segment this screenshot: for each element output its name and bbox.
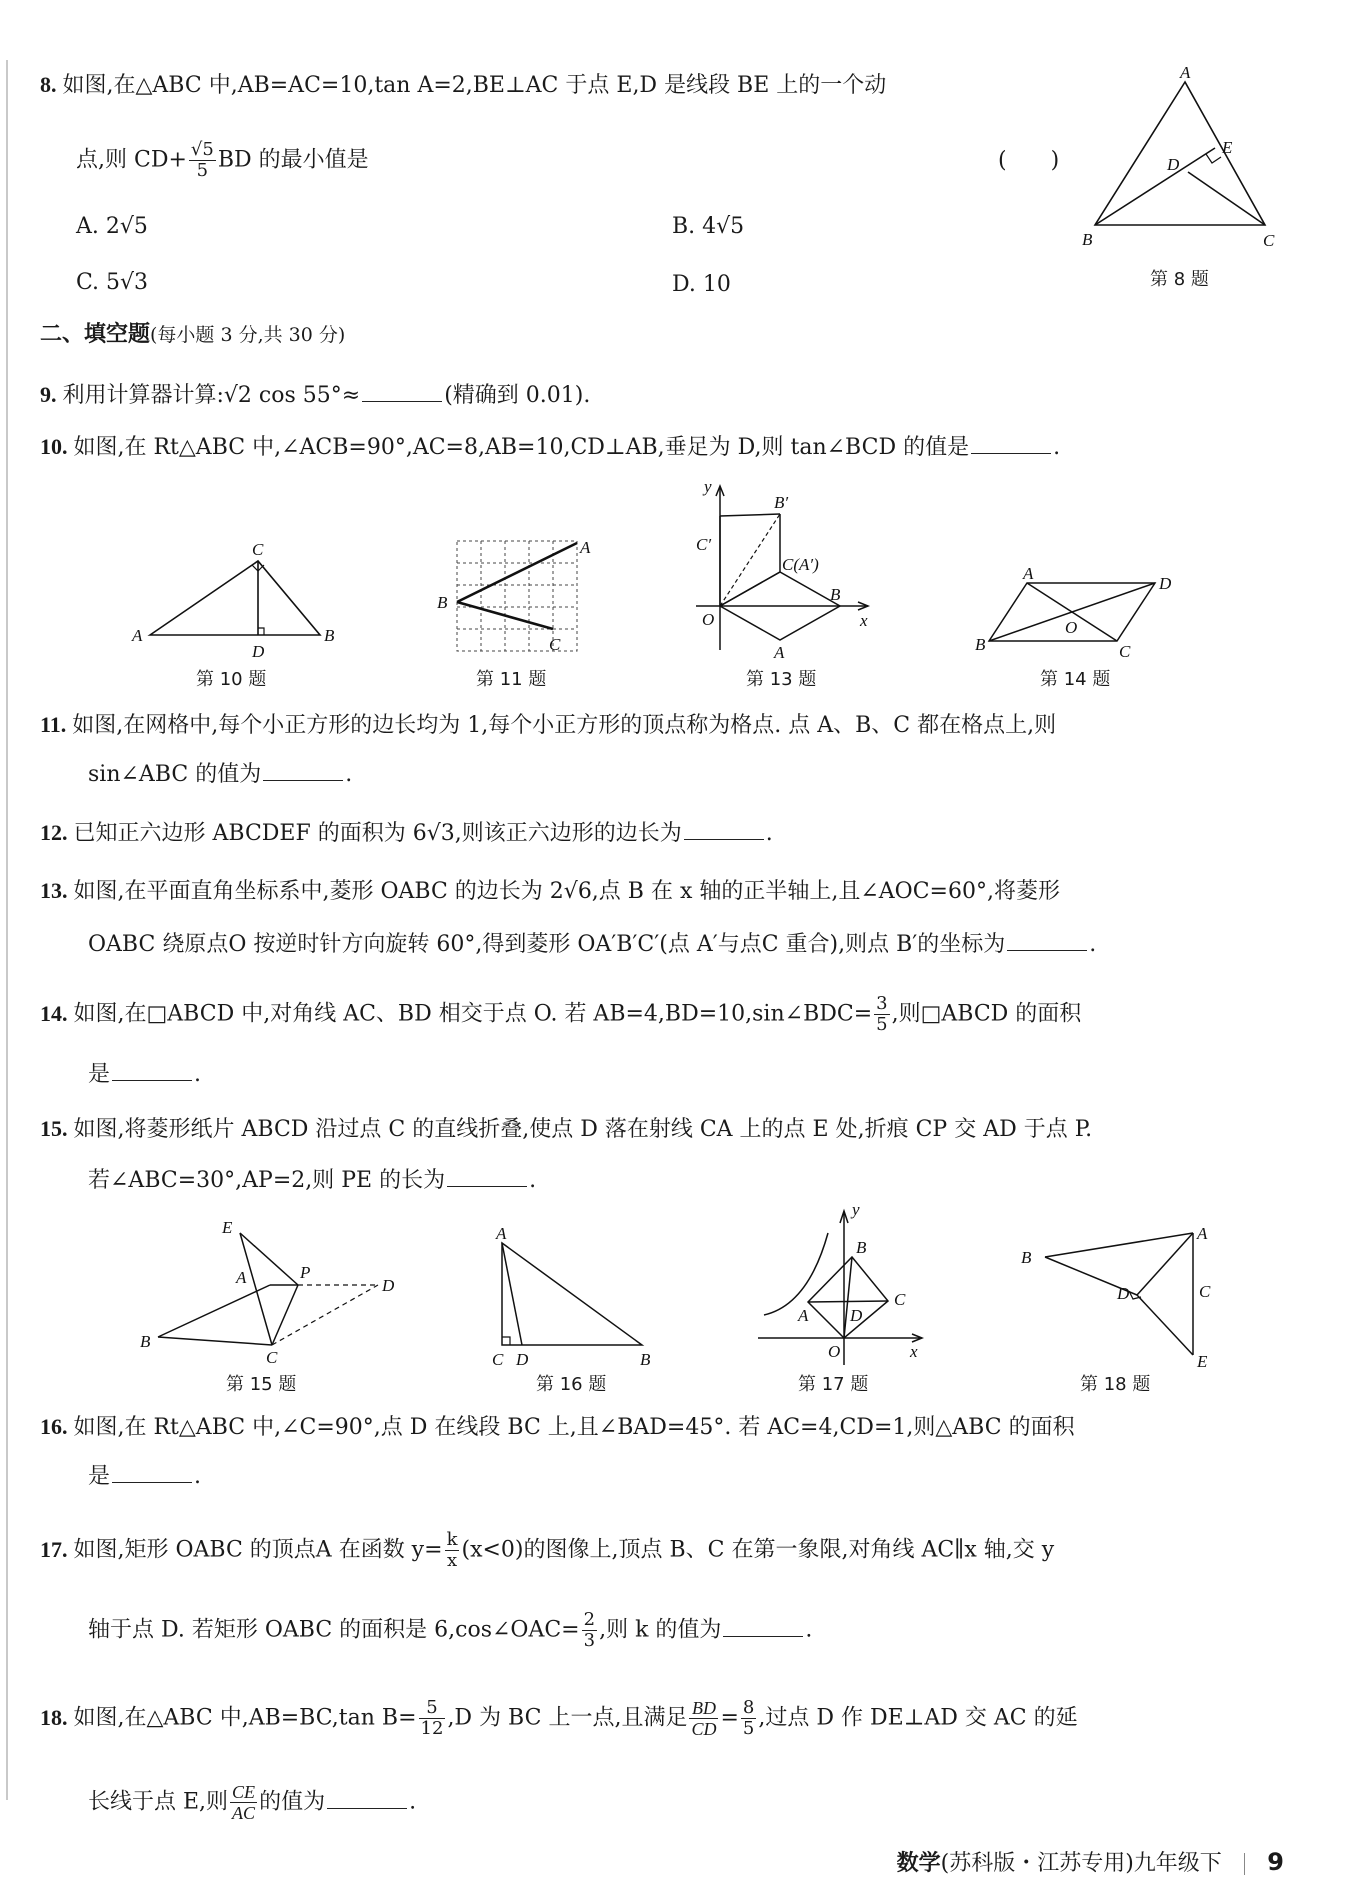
- q9-number: 9.: [40, 382, 57, 407]
- q18-line1: [40, 1698, 1078, 1739]
- q8-number: 8.: [40, 72, 57, 97]
- svg-text:B: B: [640, 1350, 651, 1369]
- q14-number: 14.: [40, 1000, 68, 1026]
- q16-text-1: 如图,在 Rt△ABC 中,∠C=90°,点 D 在线段 BC 上,且∠BAD=45°. 若 AC=4,CD=1,则△ABC 的面积: [73, 1415, 1075, 1440]
- fig8-caption: 第 8 题: [1150, 269, 1209, 290]
- q8-text-2a: 点,则 CD+: [76, 147, 187, 173]
- q15-text-2b: .: [529, 1168, 537, 1193]
- q13-text-2b: .: [1089, 932, 1097, 957]
- q14-text-2b: .: [194, 1062, 202, 1087]
- q10-line: [40, 432, 1060, 463]
- q16-line2: [88, 1462, 201, 1492]
- q18-text-1d: ,过点 D 作 DE⊥AD 交 AC 的延: [758, 1705, 1078, 1731]
- q8-line1: [40, 70, 886, 101]
- q13-number: 13.: [40, 878, 68, 903]
- q8-frac-top: √5: [190, 139, 214, 160]
- q8-text-1: 如图,在△ABC 中,AB=AC=10,tan A=2,BE⊥AC 于点 E,D 是线段 BE 上的一个动: [62, 73, 887, 98]
- svg-text:A: A: [1197, 1224, 1208, 1243]
- svg-text:C: C: [492, 1350, 504, 1369]
- q14-frac-top: 3: [876, 993, 888, 1014]
- q8-option-b: B. 4√5: [672, 214, 745, 239]
- q14-frac-bot: 5: [876, 1014, 888, 1035]
- q11-line2: [88, 760, 352, 790]
- q17-text-1b: (x<0)的图像上,顶点 B、C 在第一象限,对角线 AC∥x 轴,交 y: [461, 1537, 1055, 1563]
- q12-text-a: 已知正六边形 ABCDEF 的面积为 6√3,则该正六边形的边长为: [73, 821, 682, 846]
- q16-text-2a: 是: [88, 1464, 111, 1489]
- q18-fraction-2: [689, 1698, 718, 1739]
- svg-text:B: B: [140, 1332, 151, 1351]
- q10-text-a: 如图,在 Rt△ABC 中,∠ACB=90°,AC=8,AB=10,CD⊥AB,垂足为 D,则 tan∠BCD 的值是: [73, 435, 970, 460]
- q18-answer-blank[interactable]: [327, 1788, 407, 1809]
- fig8-label-b: B: [1082, 230, 1093, 249]
- q17-frac1-top: k: [446, 1529, 458, 1550]
- fig13-label-b: B: [830, 585, 841, 604]
- section-2-heading: [40, 320, 345, 350]
- q18-frac2-top: BD: [689, 1698, 718, 1719]
- q18-fraction-4: [230, 1782, 257, 1823]
- q8-answer-paren: ( ): [998, 148, 1060, 173]
- q12-answer-blank[interactable]: [684, 819, 764, 840]
- fig13-label-c-a-prime: C(A′): [782, 555, 819, 574]
- q11-number: 11.: [40, 712, 67, 737]
- q15-answer-blank[interactable]: [447, 1166, 527, 1187]
- q16-line1: [40, 1412, 1075, 1443]
- fig13-caption: 第 13 题: [746, 669, 817, 690]
- q17-number: 17.: [40, 1536, 68, 1562]
- svg-text:C: C: [894, 1290, 906, 1309]
- q9-answer-blank[interactable]: [362, 381, 442, 402]
- svg-text:P: P: [300, 1263, 311, 1282]
- svg-text:B: B: [856, 1238, 867, 1257]
- q10-answer-blank[interactable]: [971, 433, 1051, 454]
- svg-text:A: A: [1023, 564, 1034, 583]
- q17-frac2-top: 2: [583, 1609, 596, 1630]
- section-2-title: 二、填空题: [40, 322, 151, 347]
- q10-number: 10.: [40, 434, 68, 459]
- q18-fraction-1: [419, 1698, 446, 1739]
- fig13-label-a: A: [774, 643, 785, 662]
- svg-text:C: C: [1119, 642, 1131, 661]
- q13-line1: [40, 876, 1060, 907]
- q15-text-1: 如图,将菱形纸片 ABCD 沿过点 C 的直线折叠,使点 D 落在射线 CA 上的点 E 处,折痕 CP 交 AD 于点 P.: [73, 1117, 1093, 1142]
- q17-frac2-bot: 3: [583, 1630, 596, 1651]
- q13-answer-blank[interactable]: [1007, 930, 1087, 951]
- fig8-label-c: C: [1263, 231, 1275, 250]
- q15-line2: [88, 1166, 536, 1196]
- q17-fraction-1: [445, 1530, 460, 1571]
- footer-subject: 数学: [896, 1851, 941, 1876]
- fig13-label-o: O: [702, 610, 715, 629]
- q8-option-d: D. 10: [672, 272, 731, 297]
- svg-text:D: D: [382, 1276, 395, 1295]
- svg-text:E: E: [222, 1218, 233, 1237]
- svg-text:A: A: [132, 626, 143, 645]
- fig14-caption: 第 14 题: [1040, 669, 1111, 690]
- q14-text-1a: 如图,在□ABCD 中,对角线 AC、BD 相交于点 O. 若 AB=4,BD=10,sin∠BDC=: [73, 1001, 873, 1027]
- q8-fraction: [189, 140, 216, 181]
- figure-16: [480, 1225, 660, 1370]
- q14-fraction: [874, 994, 889, 1035]
- q18-text-2c: .: [409, 1789, 417, 1815]
- svg-text:x: x: [910, 1342, 918, 1361]
- svg-text:D: D: [1117, 1284, 1130, 1303]
- figure-8: [1080, 60, 1280, 260]
- q12-line: [40, 818, 773, 849]
- svg-text:A: A: [496, 1224, 507, 1243]
- q11-line1: [40, 710, 1056, 741]
- q11-text-2a: sin∠ABC 的值为: [88, 762, 262, 787]
- q10-text-b: .: [1053, 435, 1061, 460]
- svg-text:C: C: [266, 1348, 278, 1367]
- q14-line1: [40, 994, 1081, 1035]
- svg-text:B: B: [437, 593, 448, 612]
- q11-text-1: 如图,在网格中,每个小正方形的边长均为 1,每个小正方形的顶点称为格点. 点 A、B、C 都在格点上,则: [72, 713, 1057, 738]
- q18-fraction-3: [741, 1698, 756, 1739]
- q17-text-1a: 如图,矩形 OABC 的顶点A 在函数 y=: [73, 1537, 443, 1563]
- q14-text-1b: ,则□ABCD 的面积: [891, 1001, 1082, 1027]
- q15-line1: [40, 1114, 1092, 1145]
- fig8-label-d: D: [1167, 155, 1180, 174]
- fig17-caption: 第 17 题: [798, 1374, 869, 1395]
- svg-text:B: B: [1021, 1248, 1032, 1267]
- figure-17: [750, 1200, 930, 1370]
- q14-text-2a: 是: [88, 1062, 111, 1087]
- q13-text-2a: OABC 绕原点O 按逆时针方向旋转 60°,得到菱形 OA′B′C′(点 A′与点C 重合),则点 B′的坐标为: [88, 932, 1006, 957]
- q9-line: [40, 380, 590, 411]
- q17-frac1-bot: x: [446, 1550, 458, 1571]
- svg-text:B: B: [324, 626, 335, 645]
- q18-number: 18.: [40, 1704, 68, 1730]
- page-number: 9: [1267, 1848, 1284, 1876]
- q9-text-a: 利用计算器计算:√2 cos 55°≈: [62, 383, 361, 408]
- fig15-caption: 第 15 题: [226, 1374, 297, 1395]
- q8-option-a: A. 2√5: [76, 214, 148, 239]
- q15-number: 15.: [40, 1116, 68, 1141]
- svg-text:A: A: [236, 1268, 247, 1287]
- q18-frac2-bot: CD: [691, 1719, 717, 1739]
- page-footer: [897, 1846, 1284, 1877]
- q11-text-2b: .: [345, 762, 353, 787]
- fig13-label-x: x: [860, 611, 868, 630]
- svg-text:O: O: [1065, 618, 1078, 637]
- fig16-caption: 第 16 题: [536, 1374, 607, 1395]
- q13-line2: [88, 930, 1096, 960]
- q18-frac1-top: 5: [419, 1698, 446, 1719]
- q17-line2: [88, 1610, 812, 1651]
- figure-14: [965, 565, 1185, 660]
- fig13-label-c-prime: C′: [696, 535, 712, 554]
- figure-15: [130, 1215, 420, 1365]
- q17-fraction-2: [582, 1610, 597, 1651]
- fig13-label-y: y: [704, 477, 712, 496]
- q14-answer-blank[interactable]: [112, 1060, 192, 1081]
- svg-text:E: E: [1197, 1352, 1208, 1371]
- q18-frac3-top: 8: [742, 1697, 755, 1718]
- figure-13: [690, 477, 890, 662]
- q18-frac4-bot: AC: [232, 1803, 256, 1823]
- q17-text-2b: ,则 k 的值为: [599, 1617, 722, 1643]
- q17-text-2a: 轴于点 D. 若矩形 OABC 的面积是 6,cos∠OAC=: [88, 1617, 580, 1643]
- svg-text:B: B: [975, 635, 986, 654]
- q9-text-b: (精确到 0.01).: [444, 383, 591, 408]
- margin-line: [6, 60, 8, 1800]
- footer-separator: [1244, 1853, 1246, 1875]
- q18-frac4-top: CE: [232, 1782, 256, 1802]
- svg-text:D: D: [516, 1350, 529, 1369]
- q8-option-c: C. 5√3: [76, 270, 149, 295]
- svg-text:D: D: [252, 642, 265, 661]
- fig8-label-a: A: [1180, 63, 1191, 82]
- fig13-label-b-prime: B′: [774, 493, 789, 512]
- section-2-subtitle: (每小题 3 分,共 30 分): [150, 324, 346, 346]
- q17-text-2c: .: [805, 1617, 813, 1643]
- q18-text-1c: =: [720, 1705, 739, 1731]
- q8-text-2b: BD 的最小值是: [217, 147, 369, 173]
- q15-text-2a: 若∠ABC=30°,AP=2,则 PE 的长为: [88, 1168, 446, 1193]
- q16-number: 16.: [40, 1414, 68, 1439]
- svg-text:D: D: [850, 1306, 863, 1325]
- q17-answer-blank[interactable]: [723, 1616, 803, 1637]
- q11-answer-blank[interactable]: [263, 760, 343, 781]
- q8-line2: [76, 140, 369, 181]
- q18-text-2a: 长线于点 E,则: [88, 1789, 229, 1815]
- fig11-caption: 第 11 题: [476, 669, 547, 690]
- fig18-caption: 第 18 题: [1080, 1374, 1151, 1395]
- fig10-caption: 第 10 题: [196, 669, 267, 690]
- q14-line2: [88, 1060, 201, 1090]
- q13-text-1: 如图,在平面直角坐标系中,菱形 OABC 的边长为 2√6,点 B 在 x 轴的正半轴上,且∠AOC=60°,将菱形: [73, 879, 1060, 904]
- svg-text:y: y: [852, 1200, 860, 1219]
- svg-text:O: O: [828, 1342, 841, 1361]
- q12-number: 12.: [40, 820, 68, 845]
- footer-edition: (苏科版・江苏专用)九年级下: [940, 1851, 1222, 1876]
- svg-text:A: A: [580, 538, 591, 557]
- fig8-label-e: E: [1222, 138, 1233, 157]
- figure-10: [130, 535, 350, 661]
- svg-text:A: A: [798, 1306, 809, 1325]
- q18-frac3-bot: 5: [742, 1718, 755, 1739]
- q16-text-2b: .: [194, 1464, 202, 1489]
- q18-line2: [88, 1782, 416, 1823]
- svg-text:D: D: [1159, 574, 1172, 593]
- q18-text-1b: ,D 为 BC 上一点,且满足: [447, 1705, 688, 1731]
- figure-18: [1015, 1225, 1225, 1370]
- q8-frac-bot: 5: [196, 160, 209, 181]
- q17-line1: [40, 1530, 1054, 1571]
- q16-answer-blank[interactable]: [112, 1462, 192, 1483]
- q18-frac1-bot: 12: [420, 1718, 444, 1739]
- figure-11: [435, 535, 605, 660]
- svg-text:C: C: [252, 540, 264, 559]
- svg-text:C: C: [549, 635, 561, 654]
- q18-text-1a: 如图,在△ABC 中,AB=BC,tan B=: [73, 1705, 417, 1731]
- svg-text:C: C: [1199, 1282, 1211, 1301]
- q12-text-b: .: [765, 821, 773, 846]
- q18-text-2b: 的值为: [259, 1789, 326, 1815]
